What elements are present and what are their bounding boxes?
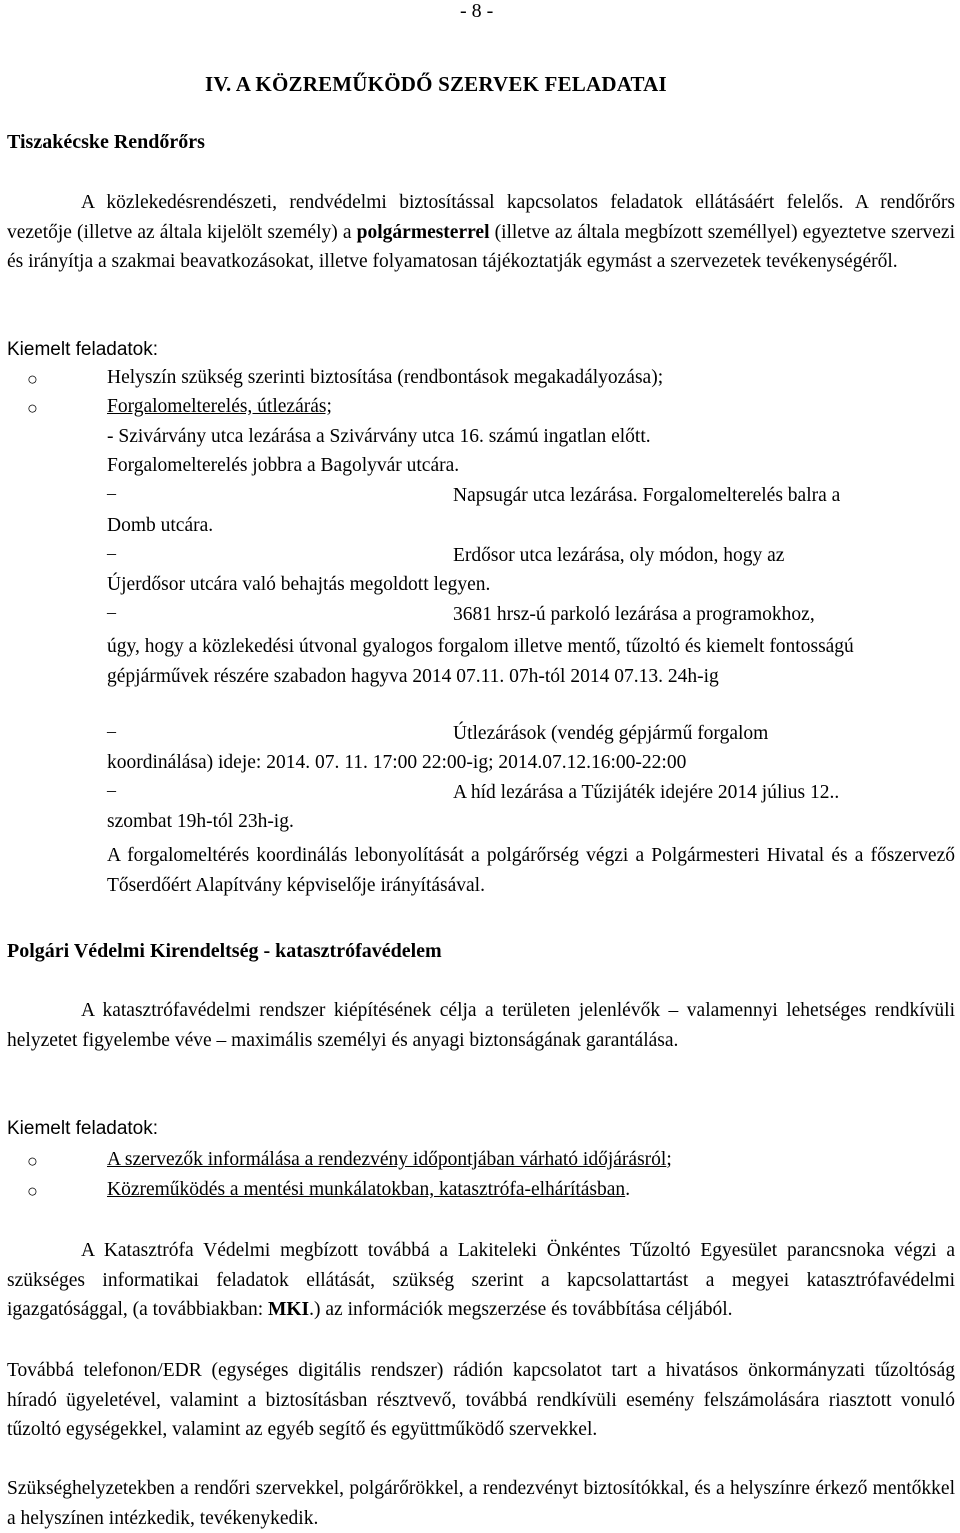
disaster-officer-text-2: .) az információk megszerzése és továbbítása céljából. xyxy=(309,1299,733,1321)
civil-defense-intro-paragraph: A katasztrófavédelmi rendszer kiépítésének célja a területen jelenlévők – valamennyi lehetséges rendkívüli helyzetet figyelembe véve – maximális személyi és anyagi biztonságának garantálása. xyxy=(7,1000,955,1051)
sub-item-2-cont: Domb utcára. xyxy=(107,515,214,536)
police-intro-text-2: (illetve az általa megbízott személlyel) egyeztetve szervezi és irányítja a szakmai beavatkozásokat, illetve folyamatosan tájékoztatják egymást a szervezetek tevékenységéről. xyxy=(7,221,955,273)
traffic-coordination-paragraph: A forgalomeltérés koordinálás lebonyolítását a polgárőrség végzi a Polgármesteri Hivatal és a főszervező Tőserdőért Alapítvány képviselője irányításával. xyxy=(107,845,955,896)
sub-item-6-cont: szombat 19h-tól 23h-ig. xyxy=(107,811,294,832)
kiemelt-label-police: Kiemelt feladatok: xyxy=(7,339,159,360)
sub-item-2: Napsugár utca lezárása. Forgalomelterelés balra a xyxy=(453,485,841,506)
dash-icon: – xyxy=(107,780,116,800)
sub-item-4: 3681 hrsz-ú parkoló lezárása a programokhoz, xyxy=(453,604,815,625)
disaster-officer-paragraph xyxy=(7,1236,955,1325)
civil-defense-task-2-text: Közreműködés a mentési munkálatokban, katasztrófa-elhárításban xyxy=(107,1179,626,1200)
disaster-officer-bold: MKI xyxy=(267,1299,310,1321)
dash-icon: – xyxy=(107,483,116,503)
emergency-paragraph: Szükséghelyzetekben a rendőri szervekkel, polgárőrökkel, a rendezvényt biztosítókkal, és a helyszínre érkező mentőkkel a helyszínen intézkedik, tevékenykedik. xyxy=(7,1478,955,1529)
bullet-icon: ○ xyxy=(27,1181,38,1201)
sub-item-4-cont: úgy, hogy a közlekedési útvonal gyalogos forgalom illetve mentő, tűzoltó és kiemelt fontosságú gépjárművek részére szabadon hagyva 2014 07.11. 07h-tól 2014 07.13. 24h-ig xyxy=(107,636,854,687)
sub-item-5: Útlezárások (vendég gépjármű forgalom xyxy=(453,723,769,744)
police-intro-paragraph xyxy=(7,188,955,277)
police-task-2: Forgalomelterelés, útlezárás; xyxy=(107,396,332,417)
sub-item-5-cont: koordinálása) ideje: 2014. 07. 11. 17:00 22:00-ig; 2014.07.12.16:00-22:00 xyxy=(107,752,687,773)
police-intro-text-1: A közlekedésrendészeti, rendvédelmi biztosítással kapcsolatos feladatok ellátásáért felelős. A rendőrőrs vezetője (illetve az általa kijelölt személy) a xyxy=(7,192,955,243)
sub-item-3-cont: Újerdősor utcára való behajtás megoldott legyen. xyxy=(107,574,491,595)
police-task-1: Helyszín szükség szerinti biztosítása (rendbontások megakadályozása); xyxy=(107,367,664,388)
section-heading-civil-defense: Polgári Védelmi Kirendeltség - katasztrófavédelem xyxy=(7,940,442,962)
police-intro-bold: polgármesterrel xyxy=(356,221,490,243)
dash-icon: – xyxy=(107,721,116,741)
radio-contact-paragraph: Továbbá telefonon/EDR (egységes digitális rendszer) rádión kapcsolatot tart a hivatásos önkormányzati tűzoltóság híradó ügyeletével, valamint a biztosításban résztvevő, továbbá rendkívüli esemény felszámolására riasztott vonuló tűzoltó egységekkel, valamint az egyéb segítő és együttműködő szervekkel. xyxy=(7,1360,955,1441)
civil-defense-task-2-end: . xyxy=(625,1179,631,1200)
bullet-icon: ○ xyxy=(27,1151,38,1171)
disaster-officer-text-1: A Katasztrófa Védelmi megbízott továbbá a Lakiteleki Önkéntes Tűzoltó Egyesület parancsnoka végzi a szükséges informatikai feladatok ellátását, szükség szerint a kapcsolattartást a megyei katasztrófavédelmi igazgatósággal, (a továbbiakban: xyxy=(7,1240,955,1321)
kiemelt-label-civil-defense: Kiemelt feladatok: xyxy=(7,1118,159,1139)
sub-item-3: Erdősor utca lezárása, oly módon, hogy az xyxy=(453,545,785,566)
sub-item-1-line-2: Forgalomelterelés jobbra a Bagolyvár utcára. xyxy=(107,455,460,476)
dash-icon: – xyxy=(107,602,116,622)
section-heading-police: Tiszakécske Rendőrőrs xyxy=(7,131,205,153)
dash-icon: – xyxy=(107,543,116,563)
civil-defense-task-1 xyxy=(107,1149,672,1171)
page-number: - 8 - xyxy=(460,0,494,22)
civil-defense-task-1-end: ; xyxy=(666,1149,672,1170)
chapter-title: IV. A KÖZREMŰKÖDŐ SZERVEK FELADATAI xyxy=(205,72,667,96)
bullet-icon: ○ xyxy=(27,398,38,418)
sub-item-6: A híd lezárása a Tűzijáték idejére 2014 július 12.. xyxy=(453,782,840,803)
bullet-icon: ○ xyxy=(27,369,38,389)
civil-defense-task-2 xyxy=(107,1179,630,1201)
civil-defense-task-1-text: A szervezők informálása a rendezvény időpontjában várható időjárásról xyxy=(107,1149,667,1170)
sub-item-1-line-1: - Szivárvány utca lezárása a Szivárvány utca 16. számú ingatlan előtt. xyxy=(107,426,651,447)
